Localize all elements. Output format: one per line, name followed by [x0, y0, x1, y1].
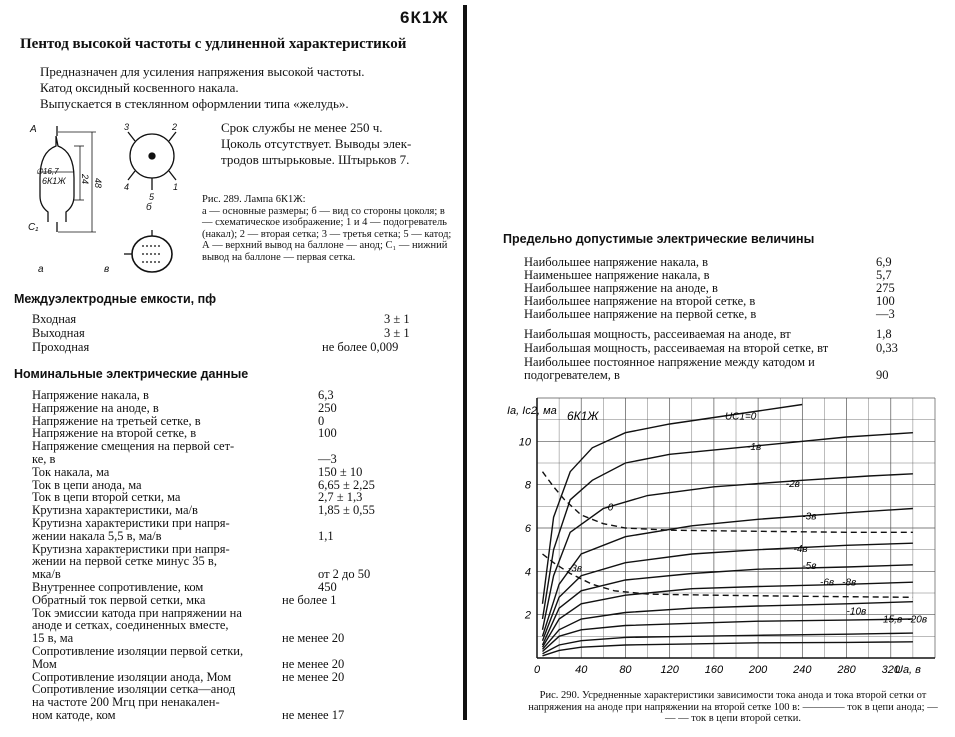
row-label: жении накала 5,5 в, ма/в: [32, 528, 162, 543]
intro-text: [40, 64, 364, 112]
row-label: Напряжение смещения на первой сет-: [32, 439, 235, 454]
row-value: —3: [318, 452, 337, 466]
lamp-specs: [221, 120, 411, 168]
row-label: Напряжение накала, в: [32, 388, 149, 402]
figure-290-caption: Рис. 290. Усредненные характеристики зависимости тока анода и тока второй сетки от напряжения на аноде при напряжении на второй сетке 100 в: ———— ток в цепи анода; — — — ток в цепи второй сетки.: [528, 690, 938, 724]
y-tick-label: 10: [518, 436, 531, 449]
row-value: 1,85 ± 0,55: [318, 503, 375, 518]
x-tick-label: 0: [533, 664, 541, 676]
row-label: 15 в, ма: [32, 631, 74, 646]
row-label: Напряжение на третьей сетке, в: [32, 413, 201, 428]
curve-label: -2в: [785, 478, 800, 490]
row-label: Наибольшее напряжение накала, в: [524, 255, 709, 269]
row-label: Наименьшее напряжение накала, в: [524, 268, 710, 282]
row-label: Напряжение на второй сетке, в: [32, 426, 197, 441]
curve-label: UC1=0: [724, 411, 757, 423]
x-tick-label: 160: [704, 664, 724, 676]
pin-1: 1: [173, 182, 179, 192]
curve-label: -4в: [793, 543, 808, 555]
row-label: Крутизна характеристики при напря-: [32, 541, 230, 556]
row-value: от 2 до 50: [318, 567, 371, 582]
row-value: 90: [876, 368, 889, 382]
row-label: Мом: [32, 656, 57, 671]
x-tick-label: 280: [837, 664, 856, 676]
row-label: Сопротивление изоляции первой сетки,: [32, 644, 244, 658]
row-value: 0,33: [876, 341, 898, 355]
series-line: [543, 554, 913, 597]
pin-4: 4: [124, 182, 130, 192]
curve-label: -3в: [802, 511, 817, 523]
caption-title: Рис. 289. Лампа 6К1Ж:: [202, 194, 306, 205]
y-tick-label: 8: [524, 479, 531, 492]
row-value: 100: [876, 294, 895, 308]
row-label: Крутизна характеристики, ма/в: [32, 503, 198, 518]
x-tick-label: 80: [619, 664, 632, 676]
limits-heading: Предельно допустимые электрические величины: [503, 232, 815, 246]
curve-label: -5в: [802, 561, 817, 573]
y-tick-label: 4: [524, 566, 531, 579]
row-value: не более 0,009: [322, 340, 399, 354]
row-value: 6,65 ± 2,25: [318, 477, 375, 492]
row-value: 275: [876, 281, 895, 295]
nominal-heading: Номинальные электрические данные: [14, 367, 249, 381]
row-label: Ток накала, ма: [32, 464, 110, 479]
row-label: Ток в цепи второй сетки, ма: [32, 490, 181, 505]
row-value: 150 ± 10: [318, 464, 363, 479]
column-divider: [463, 5, 467, 720]
capacitance-heading: Междуэлектродные емкости, пф: [14, 292, 217, 306]
row-label: Ток эмиссии катода при напряжении на: [32, 605, 242, 620]
intro-line: Катод оксидный косвенного накала.: [40, 80, 239, 95]
row-label: жении на первой сетке минус 35 в,: [32, 554, 217, 569]
x-axis-label: Ua, в: [895, 664, 921, 676]
curve-label: -1в: [747, 442, 762, 453]
characteristics-chart: [505, 390, 945, 688]
series-line: [543, 642, 913, 656]
row-label: Наибольшее напряжение на аноде, в: [524, 281, 718, 295]
row-value: —3: [876, 307, 895, 321]
row-label: Сопротивление изоляции сетка—анод: [32, 682, 236, 697]
row-label: подогревателем, в: [524, 368, 620, 382]
series-line: [543, 543, 913, 641]
label-a: а: [38, 264, 44, 275]
row-label: аноде и сетках, соединенных вместе,: [32, 618, 229, 633]
dim-48: 48: [93, 178, 103, 189]
row-value: не менее 20: [282, 656, 345, 671]
row-value: 3 ± 1: [384, 326, 410, 340]
curve-label: -20в: [907, 614, 928, 626]
row-value: 0: [318, 413, 325, 428]
row-value: не менее 17: [282, 708, 345, 722]
spec-line: тродов штырьковые. Штырьков 7.: [221, 152, 410, 167]
row-label: Ток в цепи анода, ма: [32, 477, 142, 492]
series-line: [543, 433, 913, 619]
row-label: мка/в: [32, 567, 61, 582]
intro-line: Выпускается в стеклянном оформлении типа «желудь».: [40, 96, 349, 111]
label-b: б: [146, 202, 152, 213]
label-tube: 6К1Ж: [42, 176, 66, 186]
curve-label: -8в: [842, 577, 857, 589]
x-tick-label: 120: [660, 664, 679, 676]
caption-body: а — основные размеры; б — вид со стороны цоколя; в — схематическое изображение; 1 и 4 — подогреватель (накал); 2 — вторая сетка; 3 — третья сетка; 5 — катод; А — верхний вывод на баллоне — анод; C₁ — нижний вывод на баллоне — первая сетка.: [202, 205, 452, 263]
row-label: ном катоде, ком: [32, 708, 116, 722]
row-value: 5,7: [876, 268, 892, 282]
series-line: [543, 565, 913, 645]
row-label: Проходная: [32, 340, 90, 354]
y-tick-label: 6: [524, 523, 531, 535]
row-value: 3 ± 1: [384, 312, 410, 326]
curve-label: -10в: [846, 606, 867, 618]
row-value: 250: [318, 400, 337, 415]
row-label: Наибольшее напряжение на второй сетке, в: [524, 294, 756, 308]
x-tick-label: 320: [881, 664, 900, 676]
y-axis-label: Ia, Ic2, ма: [507, 405, 557, 417]
row-label: Наибольшая мощность, рассеиваемая на аноде, вт: [524, 327, 791, 341]
row-label: ке, в: [32, 452, 56, 466]
label-v: в: [104, 264, 110, 275]
lamp-drawing: [18, 118, 188, 278]
row-value: 6,3: [318, 388, 334, 402]
figure-289-caption: [202, 194, 457, 264]
curve-label: -15,в: [879, 614, 903, 626]
x-tick-label: 40: [575, 664, 588, 676]
row-value: 100: [318, 426, 337, 441]
row-label: Сопротивление изоляции анода, Мом: [32, 669, 232, 684]
row-value: 2,7 ± 1,3: [318, 490, 363, 505]
chart-title: 6К1Ж: [567, 409, 599, 423]
row-value: 6,9: [876, 255, 892, 269]
dim-24: 24: [80, 174, 90, 185]
row-value: не менее 20: [282, 631, 345, 646]
intro-line: Предназначен для усиления напряжения высокой частоты.: [40, 64, 365, 79]
row-value: 1,1: [318, 528, 334, 543]
label-diameter: ∅16,7: [36, 167, 59, 176]
x-tick-label: 240: [793, 664, 812, 676]
pin-5: 5: [149, 192, 155, 202]
row-label: Обратный ток первой сетки, мка: [32, 592, 206, 607]
row-label: Наибольшее напряжение на первой сетке, в: [524, 307, 757, 321]
row-value: не менее 20: [282, 669, 345, 684]
row-value: не более 1: [282, 592, 337, 607]
spec-line: Цоколь отсутствует. Выводы элек-: [221, 136, 412, 151]
row-label: Внутреннее сопротивление, ком: [32, 580, 204, 594]
label-A: А: [30, 124, 37, 135]
label-C1: C₁: [28, 222, 39, 233]
row-label: Наибольшая мощность, рассеиваемая на второй сетке, вт: [524, 341, 829, 355]
pin-2: 2: [172, 122, 178, 132]
page-title: Пентод высокой частоты с удлиненной характеристикой: [20, 36, 407, 52]
row-label: Входная: [32, 312, 77, 326]
pin-3: 3: [124, 122, 130, 132]
row-value: 450: [318, 580, 337, 594]
series-line: [543, 472, 913, 533]
curve-label: -6в: [820, 577, 835, 589]
row-label: Выходная: [32, 326, 85, 340]
curve-label: -3в: [567, 563, 583, 575]
x-tick-label: 200: [748, 664, 768, 676]
row-label: Наибольшее постоянное напряжение между катодом и: [524, 355, 815, 369]
row-label: Напряжение на аноде, в: [32, 400, 159, 415]
y-tick-label: 2: [524, 609, 531, 622]
curve-label: 0: [607, 502, 614, 514]
row-label: Крутизна характеристики при напря-: [32, 516, 230, 530]
row-label: на частоте 200 Мгц при ненакален-: [32, 695, 220, 710]
tube-code: 6К1Ж: [400, 8, 449, 27]
spec-line: Срок службы не менее 250 ч.: [221, 120, 383, 135]
row-value: 1,8: [876, 327, 892, 341]
